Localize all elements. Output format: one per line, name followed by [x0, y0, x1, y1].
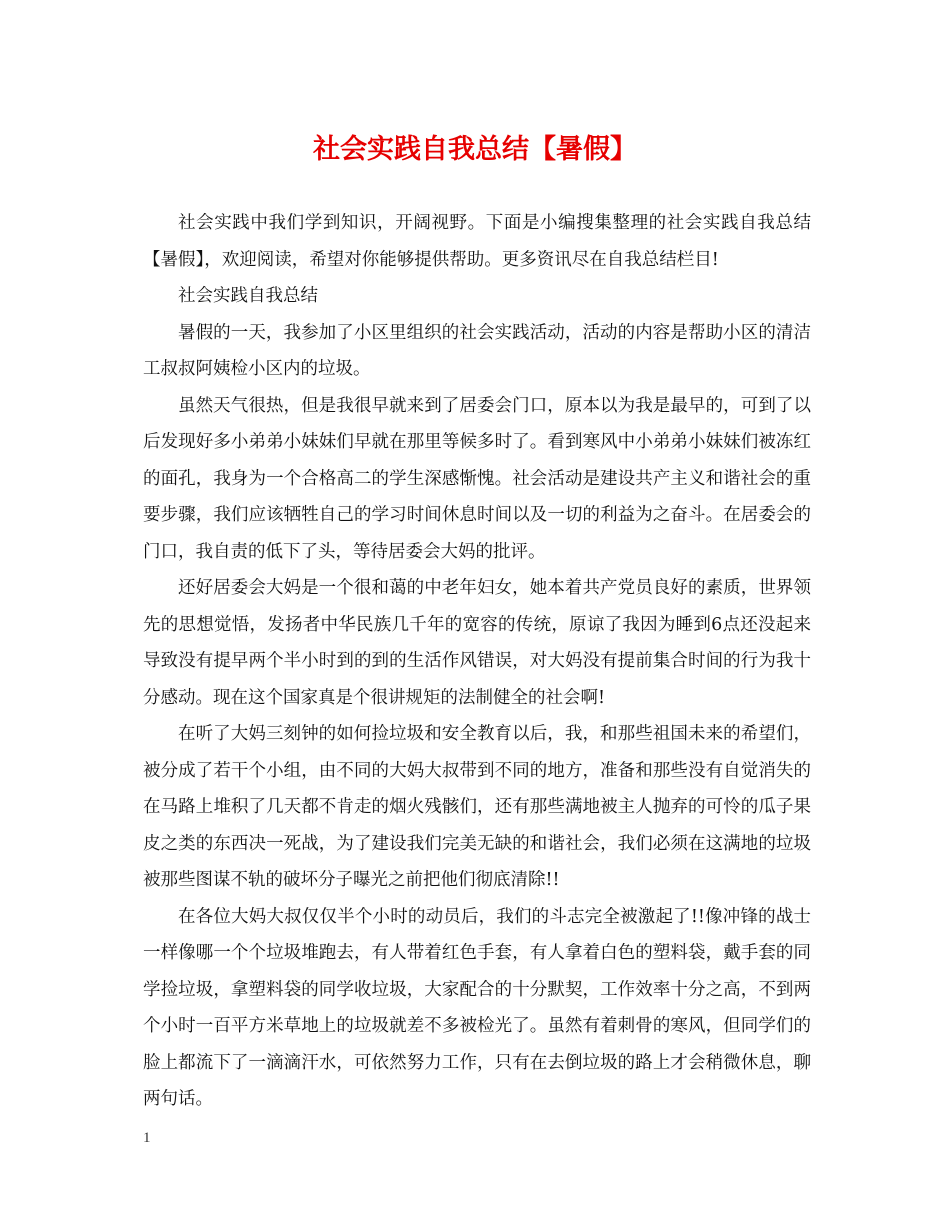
document-title: 社会实践自我总结【暑假】 [313, 134, 637, 165]
paragraph: 在听了大妈三刻钟的如何捡垃圾和安全教育以后，我，和那些祖国未来的希望们，被分成了若干个小组，由不同的大妈大叔带到不同的地方，准备和那些没有自觉消失的在马路上堆积了几天都不肯走的烟火残骸们，还有那些满地被主人抛弃的可怜的瓜子果皮之类的东西决一死战，为了建设我们完美无缺的和谐社会，我们必须在这满地的垃圾被那些图谋不轨的破坏分子曝光之前把他们彻底清除!! [143, 724, 811, 890]
paragraph: 虽然天气很热，但是我很早就来到了居委会门口，原本以为我是最早的，可到了以后发现好多小弟弟小妹妹们早就在那里等候多时了。看到寒风中小弟弟小妹妹们被冻红的面孔，我身为一个合格高二的学生深感惭愧。社会活动是建设共产主义和谐社会的重要步骤，我们应该牺牲自己的学习时间休息时间以及一切的利益为之奋斗。在居委会的门口，我自责的低下了头，等待居委会大妈的批评。 [143, 395, 811, 562]
section-heading: 社会实践自我总结 [178, 286, 318, 306]
paragraph: 在各位大妈大叔仅仅半个小时的动员后，我们的斗志完全被激起了!!像冲锋的战士一样像哪一个个垃圾堆跑去，有人带着红色手套，有人拿着白色的塑料袋，戴手套的同学捡垃圾，拿塑料袋的同学收垃圾，大家配合的十分默契，工作效率十分之高，不到两个小时一百平方米草地上的垃圾就差不多被检光了。虽然有着刺骨的寒风，但同学们的脸上都流下了一滴滴汗水，可依然努力工作，只有在去倒垃圾的路上才会稍微休息，聊两句话。 [143, 906, 811, 1109]
document-body [143, 205, 811, 1118]
paragraph: 还好居委会大妈是一个很和蔼的中老年妇女，她本着共产党员良好的素质，世界领先的思想觉悟，发扬者中华民族几千年的宽容的传统，原谅了我因为睡到6点还没起来导致没有提早两个半小时到的到的生活作风错误，对大妈没有提前集合时间的行为我十分感动。现在这个国家真是个很讲规矩的法制健全的社会啊! [143, 578, 811, 708]
paragraph-intro: 社会实践中我们学到知识，开阔视野。下面是小编搜集整理的社会实践自我总结【暑假】，欢迎阅读，希望对你能够提供帮助。更多资讯尽在自我总结栏目! [143, 213, 811, 270]
page-number: 1 [143, 1130, 151, 1146]
paragraph: 暑假的一天，我参加了小区里组织的社会实践活动，活动的内容是帮助小区的清洁工叔叔阿姨检小区内的垃圾。 [143, 322, 811, 379]
